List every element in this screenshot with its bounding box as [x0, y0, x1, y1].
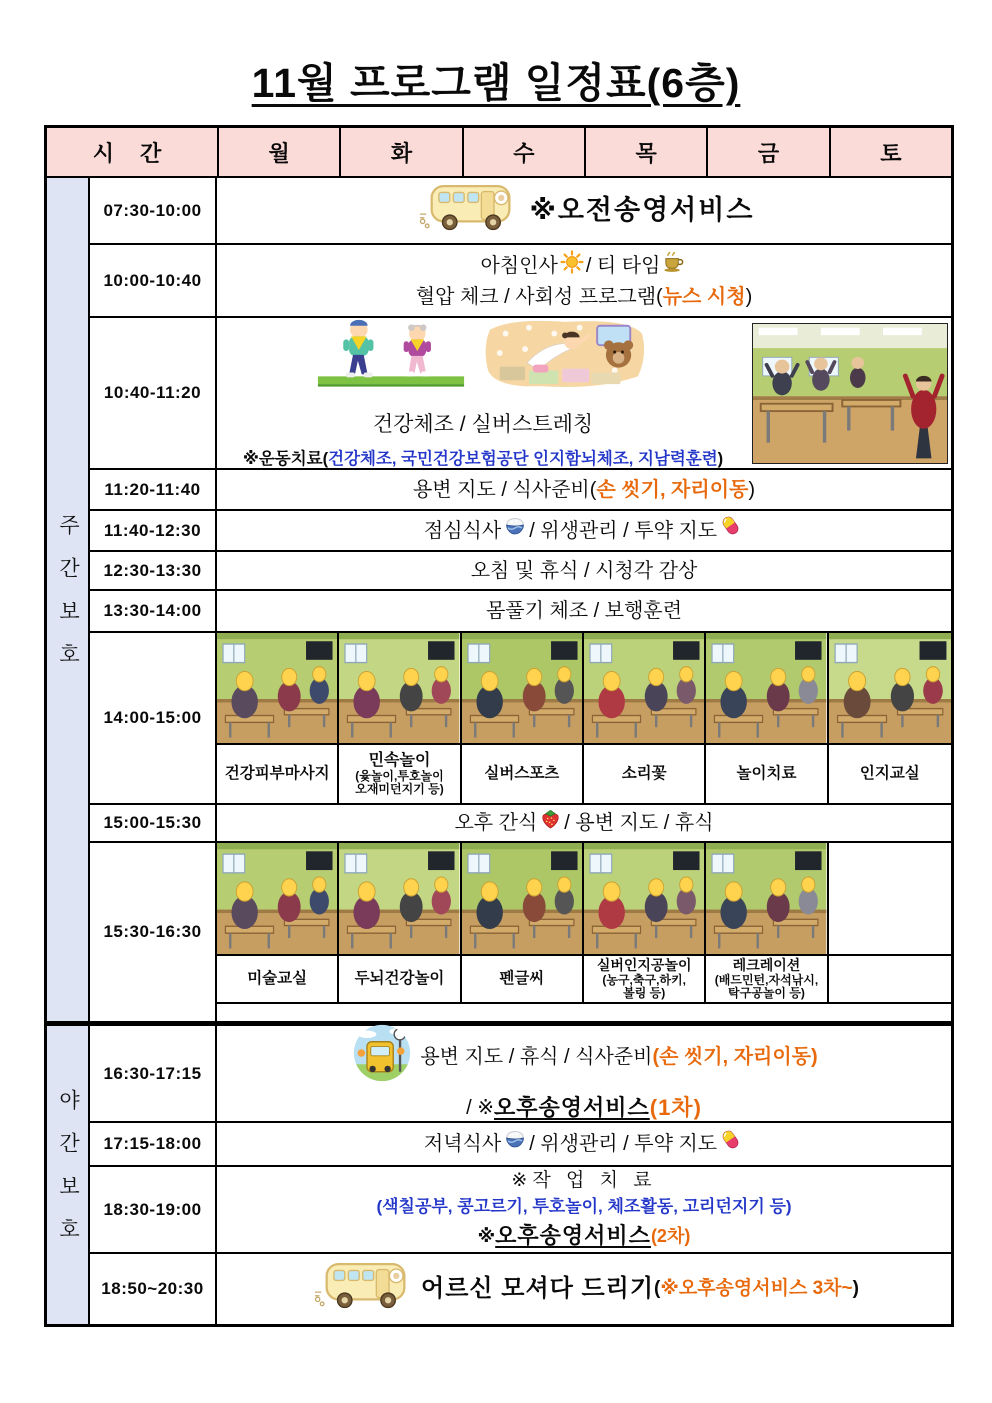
- slash-prefix: / ※: [466, 1096, 494, 1119]
- row-occupational-therapy: [217, 1167, 951, 1254]
- sun-icon: [560, 250, 584, 283]
- header-saturday: 토: [829, 128, 951, 176]
- time-cell: 18:50~20:30: [90, 1254, 217, 1324]
- rice-bowl-icon: [503, 514, 527, 548]
- rice-bowl-icon: [503, 1127, 527, 1161]
- nap-rest-text: 오침 및 휴식 / 시청각 감상: [470, 559, 698, 582]
- pm-shuttle-text: 오후송영서비스: [493, 1095, 650, 1121]
- time-cell: 13:30-14:00: [90, 591, 217, 633]
- paren-close: ): [717, 449, 724, 468]
- pm-shuttle-round1: (1차): [649, 1095, 702, 1121]
- lunch-text: 점심식사: [423, 519, 502, 542]
- hygiene-med-text: / 위생관리 / 투약 지도: [529, 519, 718, 542]
- time-cell: 12:30-13:30: [90, 552, 217, 591]
- activity-photo: [584, 633, 706, 743]
- time-cell: 18:30-19:00: [90, 1167, 217, 1254]
- ref-mark: ※: [477, 1225, 496, 1246]
- pill-icon: [719, 1128, 742, 1161]
- row-late-afternoon-programs: [217, 843, 951, 1021]
- strawberry-icon: [539, 807, 562, 840]
- gym-description: [217, 318, 749, 468]
- time-cell: 15:30-16:30: [90, 843, 217, 1021]
- school-bus-icon: [311, 1256, 411, 1322]
- activity-photo: [584, 843, 706, 954]
- shuttle-stop-icon: [352, 1023, 412, 1092]
- night-care-label: 야간보호: [47, 1026, 90, 1324]
- stretching-child-clipart: [481, 316, 649, 400]
- activity-photo: [217, 843, 339, 954]
- header-thursday: 목: [584, 128, 706, 176]
- time-cell: 07:30-10:00: [90, 178, 217, 245]
- escort-home-text: 어르신 모셔다 드리기: [421, 1274, 655, 1302]
- program-caption: 실버스포츠: [462, 743, 584, 803]
- snack-text: 오후 간식: [454, 812, 538, 834]
- header-wednesday: 수: [462, 128, 584, 176]
- row-toilet-meal-prep: [217, 470, 951, 511]
- program-caption: 건강피부마사지: [217, 743, 339, 803]
- empty-cell: [829, 843, 951, 954]
- dinner-text: 저녁식사: [423, 1133, 502, 1155]
- row-lunch: [217, 511, 951, 552]
- warmup-text: 몸풀기 체조 / 보행훈련: [485, 600, 683, 622]
- news-watching-text: 뉴스 시청: [662, 285, 746, 308]
- activity-photo: [339, 633, 461, 743]
- header-friday: 금: [706, 128, 828, 176]
- late-afternoon-program-grid: [217, 843, 951, 1004]
- occupational-therapy-detail: (색칠공부, 콩고르기, 투호놀이, 체조활동, 고리던지기 등): [376, 1197, 792, 1216]
- activity-photo: [339, 843, 461, 954]
- hygiene-med-text: / 위생관리 / 투약 지도: [529, 1133, 718, 1155]
- program-caption: 두뇌건강놀이: [339, 954, 461, 1004]
- evening-prep-text: 용변 지도 / 휴식 / 식사준비: [420, 1046, 653, 1069]
- walking-seniors-clipart: [317, 314, 465, 400]
- time-cell: 10:00-10:40: [90, 245, 217, 318]
- hand-wash-text: (손 씻기, 자리이동): [652, 1046, 818, 1069]
- program-caption: 놀이치료: [706, 743, 828, 803]
- morning-shuttle-text: ※오전송영서비스: [529, 194, 755, 225]
- row-morning-shuttle: [217, 178, 951, 245]
- row-nap-rest: [217, 552, 951, 591]
- activity-photo: [462, 633, 584, 743]
- time-cell: 17:15-18:00: [90, 1123, 217, 1167]
- row-morning-greeting: [217, 245, 951, 318]
- time-cell: 11:20-11:40: [90, 470, 217, 511]
- header-monday: 월: [217, 128, 339, 176]
- program-caption: 소리꽃: [584, 743, 706, 803]
- table-header-row: [47, 128, 951, 178]
- program-caption: 실버인지공놀이 (농구,축구,하키, 볼링 등): [584, 954, 706, 1004]
- gym-title-text: 건강체조 / 실버스트레칭: [372, 413, 594, 437]
- tea-time-text: / 티 타임: [585, 254, 661, 277]
- afternoon-program-grid: [217, 633, 951, 803]
- empty-caption: [829, 954, 951, 1004]
- row-warmup-walking: [217, 591, 951, 633]
- activity-photo: [217, 633, 339, 743]
- program-caption: 레크레이션 (배드민턴,자석낚시, 탁구공놀이 등): [706, 954, 828, 1004]
- meal-prep-text: 용변 지도 / 식사준비(: [412, 478, 597, 501]
- header-time: 시 간: [92, 140, 172, 166]
- time-cell: 16:30-17:15: [90, 1026, 217, 1123]
- paren-close: ): [852, 1277, 859, 1299]
- activity-photo: [829, 633, 951, 743]
- program-caption: 미술교실: [217, 954, 339, 1004]
- occupational-therapy-title: ※작 업 치 료: [511, 1170, 657, 1192]
- row-evening-prep-shuttle: [217, 1026, 951, 1123]
- exercise-therapy-detail: 건강체조, 국민건강보험공단 인지함뇌체조, 지남력훈련: [328, 449, 718, 468]
- pm-shuttle-text: 오후송영서비스: [495, 1222, 651, 1248]
- row-health-gym: [217, 318, 951, 470]
- time-cell: 10:40-11:20: [90, 318, 217, 470]
- page-title: 11월 프로그램 일정표(6층): [251, 60, 741, 106]
- day-care-section: [47, 178, 951, 1021]
- hand-wash-text: 손 씻기, 자리이동: [596, 478, 749, 501]
- paren-close: ): [745, 285, 753, 308]
- program-caption: 인지교실: [829, 743, 951, 803]
- header-tuesday: 화: [339, 128, 461, 176]
- school-bus-icon: [416, 178, 516, 244]
- time-cell: 11:40-12:30: [90, 511, 217, 552]
- program-caption: 민속놀이 (윷놀이,투호놀이 오재미던지기 등): [339, 743, 461, 803]
- pill-icon: [719, 514, 742, 547]
- time-cell: 14:00-15:00: [90, 633, 217, 805]
- row-snack: [217, 805, 951, 843]
- exercise-therapy-label: ※운동치료(: [242, 449, 329, 468]
- tea-icon: [662, 250, 685, 282]
- night-care-section: [47, 1026, 951, 1324]
- bp-check-text: 혈압 체크 / 사회성 프로그램(: [415, 285, 663, 308]
- row-dinner: [217, 1123, 951, 1167]
- pm-shuttle-round3: ※오후송영서비스 3차~: [660, 1277, 853, 1299]
- paren-close: ): [748, 478, 756, 501]
- activity-photo: [462, 843, 584, 954]
- snack-rest-text: / 용변 지도 / 휴식: [564, 812, 714, 834]
- gym-class-photo: [752, 323, 948, 464]
- schedule-table: [44, 125, 954, 1327]
- activity-photo: [706, 633, 828, 743]
- program-caption: 펜글씨: [462, 954, 584, 1004]
- row-escort-home: [217, 1254, 951, 1324]
- pm-shuttle-round2: (2차): [650, 1225, 691, 1246]
- paren-open: (: [654, 1277, 661, 1299]
- activity-photo: [706, 843, 828, 954]
- day-care-label: 주간보호: [47, 178, 90, 1021]
- time-cell: 15:00-15:30: [90, 805, 217, 843]
- row-afternoon-programs: [217, 633, 951, 805]
- greeting-text: 아침인사: [480, 254, 558, 277]
